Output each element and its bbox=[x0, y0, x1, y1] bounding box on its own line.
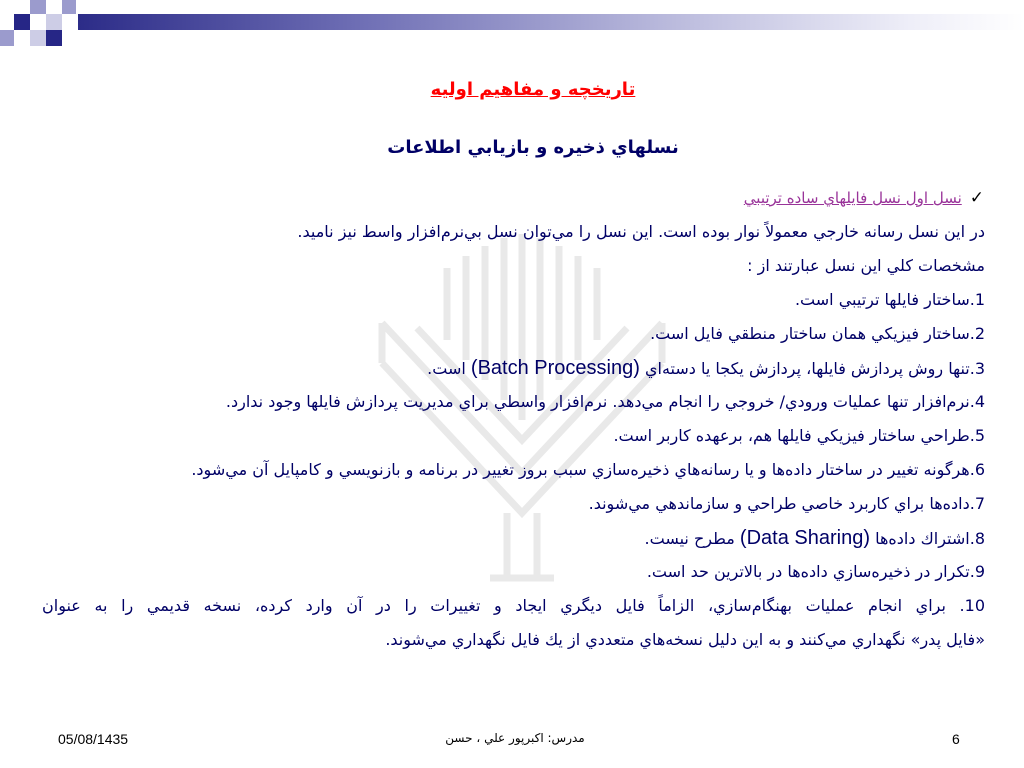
body-text bbox=[42, 215, 985, 657]
list-item bbox=[42, 521, 985, 555]
list-item: 7.داده‌ها براي كاربرد خاصي طراحي و سازماندهي مي‌شوند. bbox=[588, 494, 985, 513]
footer-author-word: :مدرس bbox=[547, 731, 585, 745]
list-item-text: است. bbox=[427, 359, 466, 378]
list-item: 1.ساختار فايلها ترتيبي است. bbox=[794, 290, 985, 309]
slide-subtitle: نسلهاي ذخيره و بازيابي اطلاعات bbox=[387, 137, 679, 158]
checkmark-icon: ✓ bbox=[969, 188, 984, 208]
footer-author-word: ، bbox=[476, 731, 481, 745]
list-item: 10. براي انجام عمليات بهنگام‌سازي، الزاماً فايل ديگري ايجاد و تغييرات را در آن وارد كرده، نسخه قديمي را به عنوان bbox=[42, 596, 985, 615]
list-item-continuation: «فايل پدر» نگهداري مي‌كنند و به اين دليل نسخه‌هاي متعددي از يك فايل نگهداري مي‌شوند. bbox=[385, 630, 985, 649]
list-item: 6.هرگونه تغيير در ساختار داده‌ها و يا رسانه‌هاي ذخيره‌سازي سبب بروز تغيير در برنامه و بازنويسي و كامپايل آن مي‌شود. bbox=[191, 460, 985, 479]
footer-author-word: علي bbox=[484, 731, 506, 745]
list-item: 5.طراحي ساختار فيزيكي فايلها هم، برعهده كاربر است. bbox=[613, 426, 985, 445]
list-item: 2.ساختار فيزيكي همان ساختار منطقي فايل است. bbox=[650, 324, 985, 343]
decor-square bbox=[30, 0, 46, 14]
footer-author bbox=[395, 728, 635, 748]
body-line: مشخصات كلي اين نسل عبارتند از : bbox=[747, 256, 985, 275]
bullet-heading: نسل اول نسل فايلهاي ساده ترتيبي bbox=[743, 189, 962, 207]
slide-title: تاريخچه و مفاهيم اوليه bbox=[430, 79, 636, 100]
list-item: 9.تكرار در ذخيره‌سازي داده‌ها در بالاترين حد است. bbox=[646, 562, 985, 581]
decor-square bbox=[46, 14, 62, 30]
decor-square bbox=[0, 30, 14, 46]
footer-date: 05/08/1435 bbox=[58, 731, 129, 747]
list-item-term: (Batch Processing) bbox=[470, 357, 640, 379]
list-item bbox=[42, 351, 985, 385]
decor-square bbox=[46, 30, 62, 46]
header-gradient-bar bbox=[78, 14, 1024, 30]
list-item-text: مطرح نيست. bbox=[644, 529, 735, 548]
list-item-text: 3.تنها روش پردازش فايلها، پردازش يكجا يا دسته‌اي bbox=[644, 359, 985, 378]
decor-square bbox=[14, 14, 30, 30]
decor-square bbox=[62, 0, 76, 14]
body-line: در اين نسل رسانه خارجي معمولاً نوار بوده است. اين نسل را مي‌توان نسل بي‌نرم‌افزار واسط نيز ناميد. bbox=[297, 222, 985, 241]
footer-author-word: حسن bbox=[445, 731, 473, 745]
decor-square bbox=[30, 30, 46, 46]
slide-number: 6 bbox=[952, 731, 960, 747]
list-item-term: (Data Sharing) bbox=[739, 527, 871, 549]
footer-author-word: اكبرپور bbox=[509, 731, 544, 745]
list-item-text: 8.اشتراك داده‌ها bbox=[875, 529, 985, 548]
bullet-heading-row bbox=[744, 186, 984, 210]
list-item: 4.نرم‌افزار تنها عمليات ورودي/ خروجي را انجام مي‌دهد. نرم‌افزار واسطي براي مديريت پردازش فايلها وجود ندارد. bbox=[225, 392, 985, 411]
